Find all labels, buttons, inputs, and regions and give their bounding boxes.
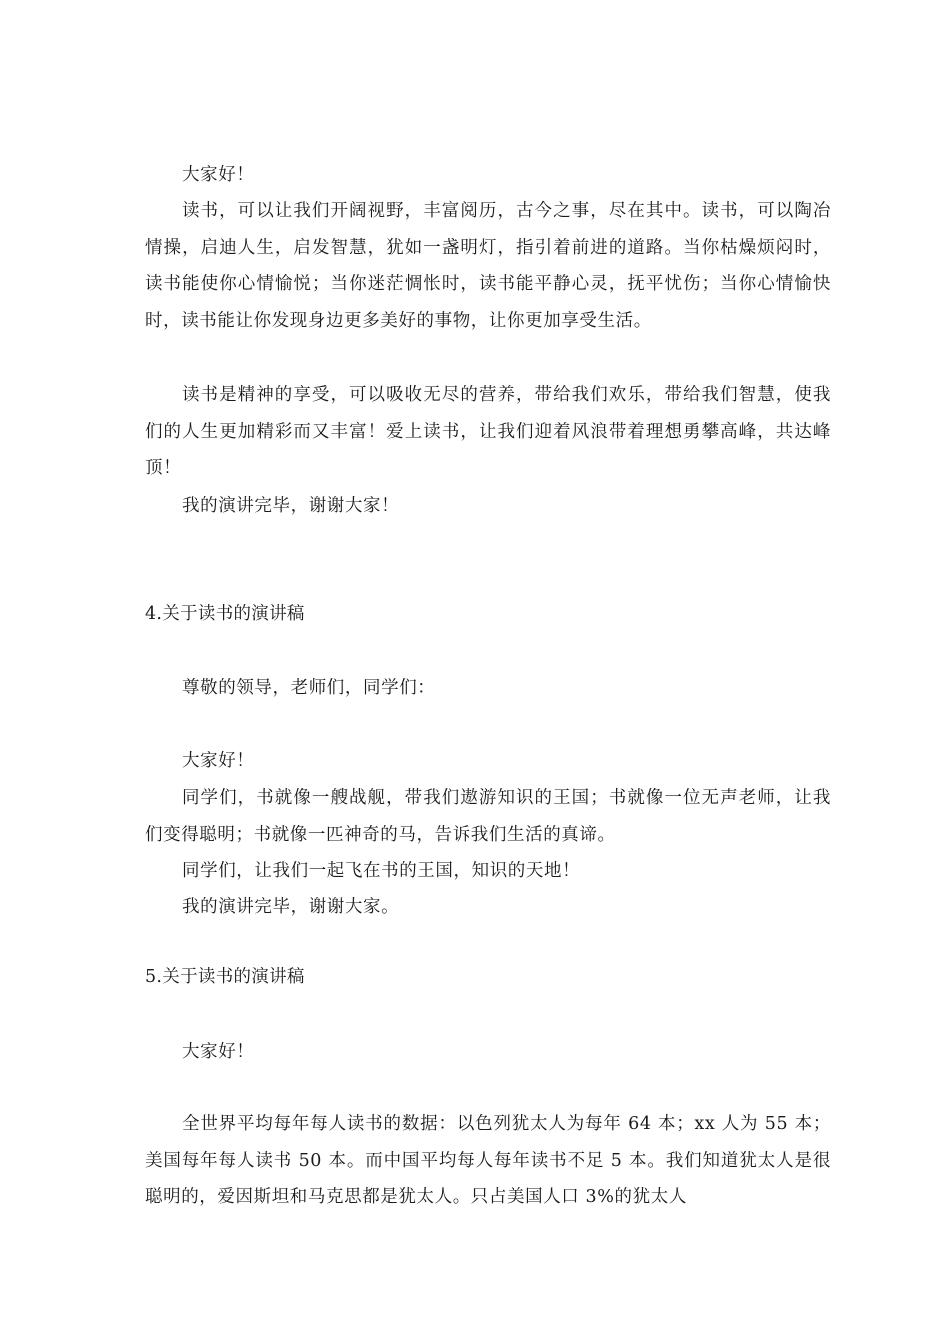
paragraph-reading-enjoyment: 读书是精神的享受，可以吸收无尽的营养，带给我们欢乐，带给我们智慧，使我们的人生更加精彩而又丰富！爱上读书，让我们迎着风浪带着理想勇攀高峰，共达峰顶！ <box>145 385 831 478</box>
closing-1: 我的演讲完毕，谢谢大家！ <box>182 496 400 516</box>
closing-2: 我的演讲完毕，谢谢大家。 <box>182 897 400 917</box>
paragraph-book-metaphors: 同学们，书就像一艘战舰，带我们遨游知识的王国；书就像一位无声老师，让我们变得聪明；书就像一匹神奇的马，告诉我们生活的真谛。 <box>145 788 831 845</box>
paragraph-fly-together: 同学们，让我们一起飞在书的王国，知识的天地！ <box>182 861 581 881</box>
greeting-2: 大家好！ <box>182 751 255 771</box>
salutation: 尊敬的领导，老师们，同学们： <box>182 678 436 698</box>
paragraph-reading-statistics: 全世界平均每年每人读书的数据：以色列犹太人为每年 64 本；xx 人为 55 本；美国每年每人读书 50 本。而中国平均每人每年读书不足 5 本。我们知道犹太人是很聪明的，爱因斯坦和马克思都是犹太人。只占美国人口 3%的犹太人 <box>145 1114 831 1207</box>
greeting-3: 大家好！ <box>182 1042 255 1062</box>
greeting-1: 大家好！ <box>182 165 255 185</box>
section-4-heading: 4.关于读书的演讲稿 <box>145 604 305 624</box>
section-5-heading: 5.关于读书的演讲稿 <box>145 967 305 987</box>
paragraph-reading-benefits: 读书，可以让我们开阔视野，丰富阅历，古今之事，尽在其中。读书，可以陶冶情操，启迪人生，启发智慧，犹如一盏明灯，指引着前进的道路。当你枯燥烦闷时，读书能使你心情愉悦；当你迷茫惆怅时，读书能平静心灵，抚平忧伤；当你心情愉快时，读书能让你发现身边更多美好的事物，让你更加享受生活。 <box>145 201 831 331</box>
